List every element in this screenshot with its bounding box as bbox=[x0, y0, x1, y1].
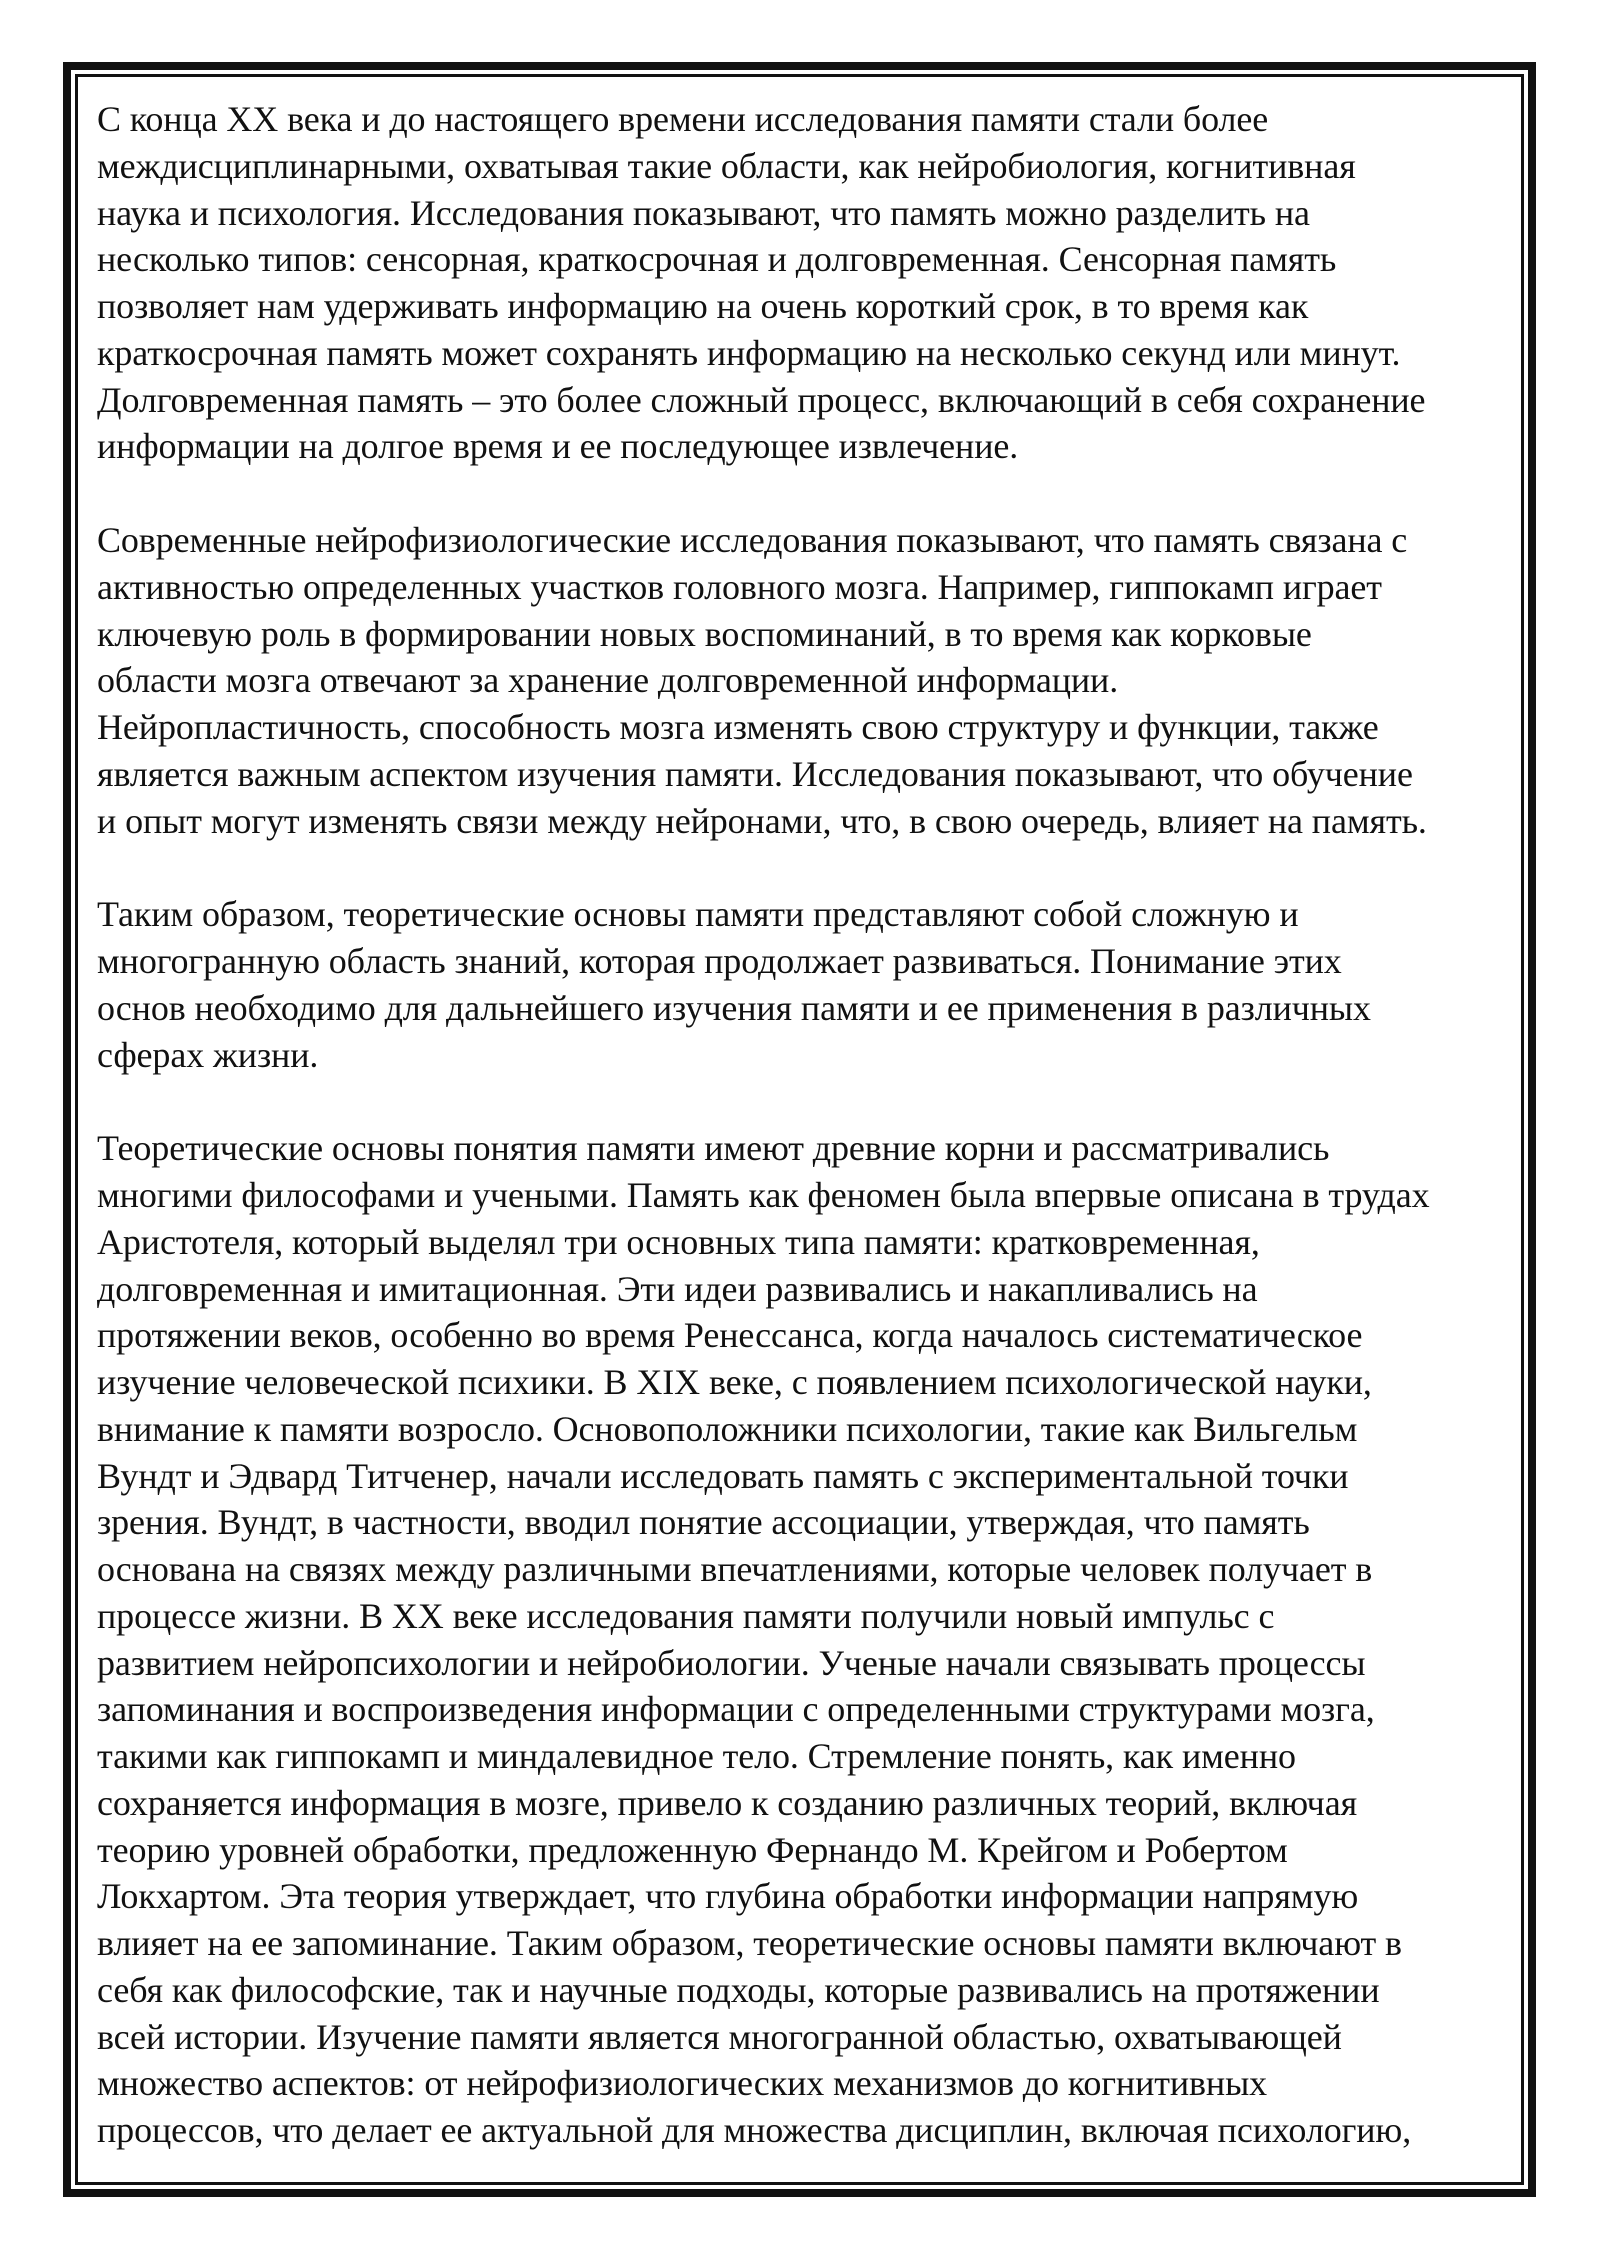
paragraph-3: Таким образом, теоретические основы памяти представляют собой сложную и многогранную область знаний, которая продолжает развиваться. Понимание этих основ необходимо для дальнейшего изучения памяти и ее применения в различных сферах жизни. bbox=[97, 894, 1371, 1075]
paragraph-1: С конца XX века и до настоящего времени исследования памяти стали более междисциплинарными, охватывая такие области, как нейробиология, когнитивная наука и психология. Исследования показывают, что память можно разделить на несколько типов: сенсорная, краткосрочная и долговременная. Сенсорная память позволяет нам удерживать информацию на очень короткий срок, в то время как краткосрочная память может сохранять информацию на несколько секунд или минут. Долговременная память – это более сложный процесс, включающий в себя сохранение информации на долгое время и ее последующее извлечение. bbox=[97, 99, 1426, 467]
paragraph-2: Современные нейрофизиологические исследования показывают, что память связана с активностью определенных участков головного мозга. Например, гиппокамп играет ключевую роль в формировании новых воспоминаний, в то время как корковые области мозга отвечают за хранение долговременной информации. Нейропластичность, способность мозга изменять свою структуру и функции, также является важным аспектом изучения памяти. Исследования показывают, что обучение и опыт могут изменять связи между нейронами, что, в свою очередь, влияет на память. bbox=[97, 520, 1427, 841]
paragraph-4: Теоретические основы понятия памяти имеют древние корни и рассматривались многими философами и учеными. Память как феномен была впервые описана в трудах Аристотеля, который выделял три основных типа памяти: кратковременная, долговременная и имитационная. Эти идеи развивались и накапливались на протяжении веков, особенно во время Ренессанса, когда началось систематическое изучение человеческой психики. В XIX веке, с появлением психологической науки, внимание к памяти возросло. Основоположники психологии, такие как Вильгельм Вундт и Эдвард Титченер, начали исследовать память с экспериментальной точки зрения. Вундт, в частности, вводил понятие ассоциации, утверждая, что память основана на связях между различными впечатлениями, которые человек получает в процессе жизни. В XX веке исследования памяти получили новый импульс с развитием нейропсихологии и нейробиологии. Ученые начали связывать процессы запоминания и воспроизведения информации с определенными структурами мозга, такими как гиппокамп и миндалевидное тело. Стремление понять, как именно сохраняется информация в мозге, привело к созданию различных теорий, включая теорию уровней обработки, предложенную Фернандо М. Крейгом и Робертом Локхартом. Эта теория утверждает, что глубина обработки информации напрямую влияет на ее запоминание. Таким образом, теоретические основы памяти включают в себя как философские, так и научные подходы, которые развивались на протяжении всей истории. Изучение памяти является многогранной областью, охватывающей множество аспектов: от нейрофизиологических механизмов до когнитивных процессов, что делает ее актуальной для множества дисциплин, включая психологию, bbox=[97, 1128, 1430, 2150]
document-body bbox=[97, 96, 1517, 2154]
